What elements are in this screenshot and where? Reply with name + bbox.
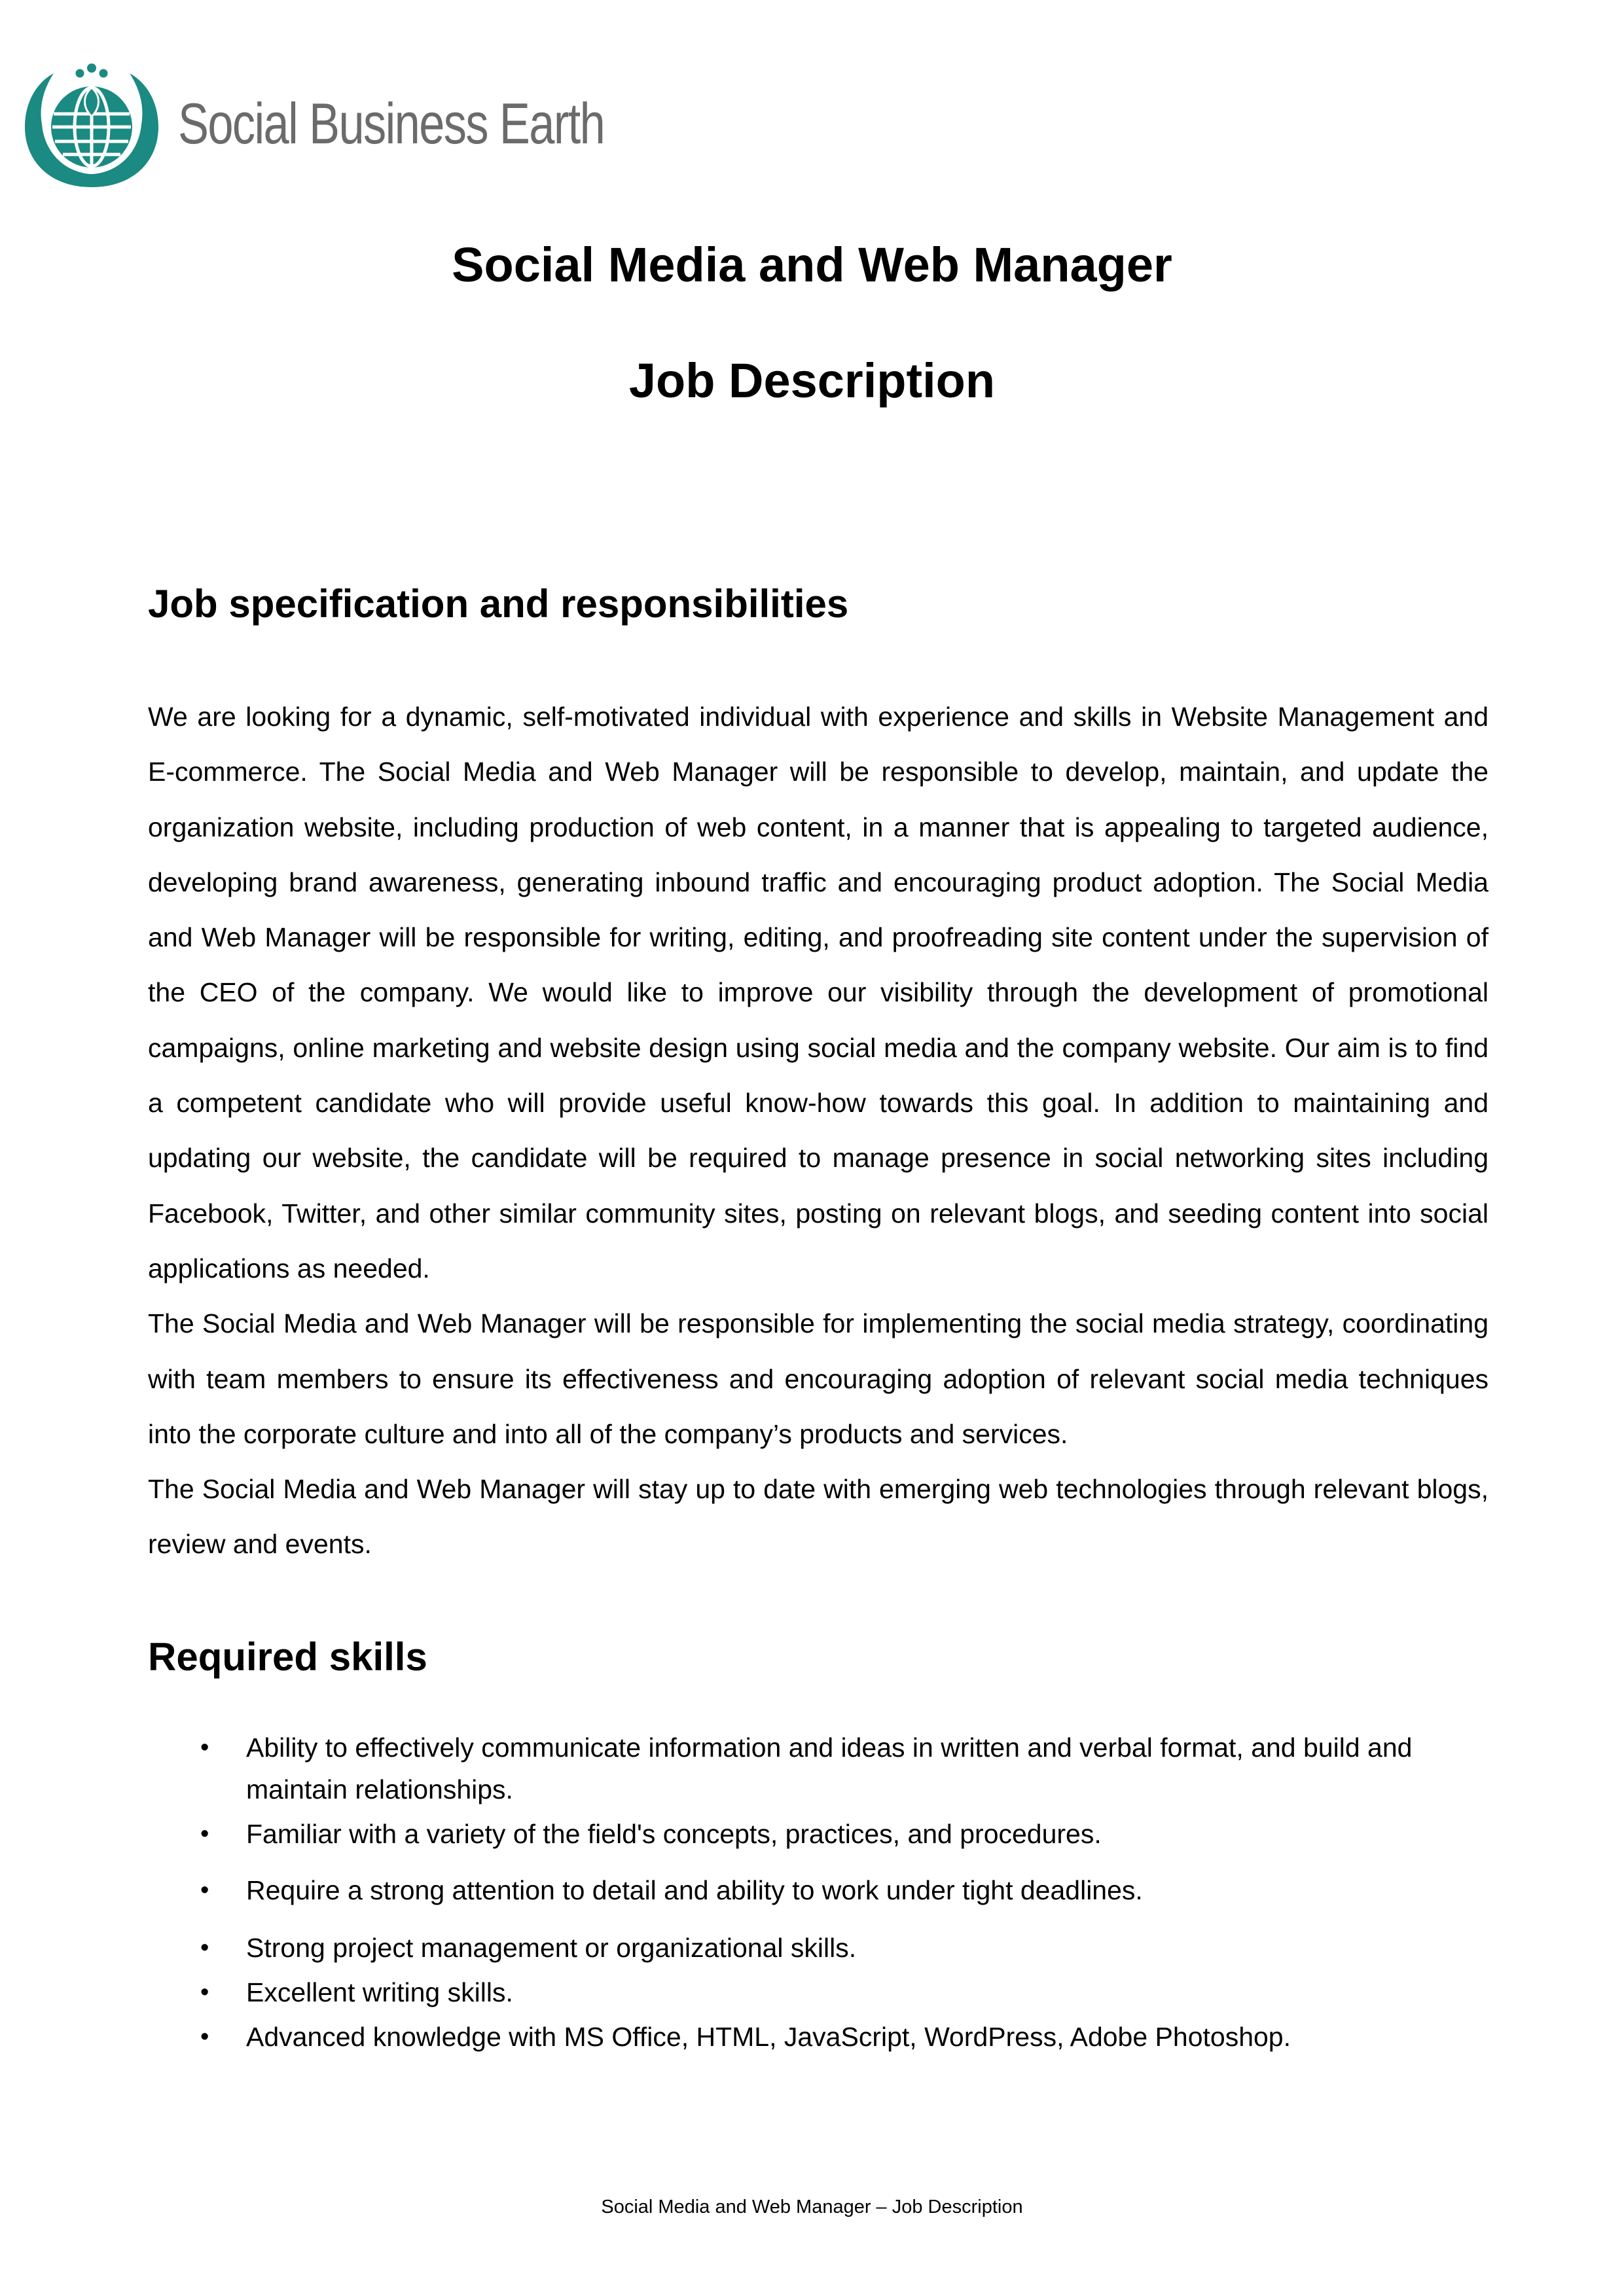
spec-body xyxy=(148,689,1489,1572)
paragraph: We are looking for a dynamic, self-motivated individual with experience and skills in Website Management and E-commerce. The Social Media and Web Manager will be responsible to develop, maintain, and update the organization website, including production of web content, in a manner that is appealing to targeted audience, developing brand awareness, generating inbound traffic and encouraging product adoption. The Social Media and Web Manager will be responsible for writing, editing, and proofreading site content under the supervision of the CEO of the company. We would like to improve our visibility through the development of promotional campaigns, online marketing and website design using social media and the company website. Our aim is to find a competent candidate who will provide useful know-how towards this goal. In addition to maintaining and updating our website, the candidate will be required to manage presence in social networking sites including Facebook, Twitter, and other similar community sites, posting on relevant blogs, and seeding content into social applications as needed. xyxy=(148,702,1489,1283)
section-heading-skills: Required skills xyxy=(148,1635,427,1679)
bullet-icon: • xyxy=(200,1979,209,2006)
bullet-icon: • xyxy=(200,1876,209,1904)
list-item xyxy=(148,2016,1490,2058)
bullet-icon: • xyxy=(200,1820,209,1848)
company-name: Social Business Earth xyxy=(178,91,605,156)
company-logo xyxy=(22,60,711,191)
globe-tulip-logo-icon xyxy=(22,62,161,190)
paragraph: The Social Media and Web Manager will stay up to date with emerging web technologies through relevant blogs, review and events. xyxy=(148,1474,1489,1560)
document-title: Social Media and Web Manager xyxy=(452,238,1172,292)
bullet-icon: • xyxy=(200,1934,209,1962)
list-item-text: Excellent writing skills. xyxy=(246,1977,513,2007)
list-item xyxy=(148,1727,1490,1810)
list-item xyxy=(148,1869,1490,1911)
bullet-icon: • xyxy=(200,2023,209,2051)
section-heading-spec: Job specification and responsibilities xyxy=(148,582,849,626)
page-footer: Social Media and Web Manager – Job Description xyxy=(601,2197,1023,2217)
list-item-text: Strong project management or organizational skills. xyxy=(246,1933,857,1963)
list-item xyxy=(148,1971,1490,2013)
list-item xyxy=(148,1927,1490,1969)
bullet-icon: • xyxy=(200,1734,209,1761)
list-item-text: Advanced knowledge with MS Office, HTML, JavaScript, WordPress, Adobe Photoshop. xyxy=(246,2022,1291,2052)
skills-list xyxy=(148,1727,1490,2058)
list-item xyxy=(148,1813,1490,1855)
list-item-text: Familiar with a variety of the field's concepts, practices, and procedures. xyxy=(246,1819,1102,1849)
paragraph: The Social Media and Web Manager will be responsible for implementing the social media strategy, coordinating with team members to ensure its effectiveness and encouraging adoption of relevant social media techniques into the corporate culture and into all of the company’s products and services. xyxy=(148,1308,1489,1449)
document-subtitle: Job Description xyxy=(628,353,996,408)
list-item-text: Require a strong attention to detail and ability to work under tight deadlines. xyxy=(246,1875,1143,1905)
list-item-text: Ability to effectively communicate information and ideas in written and verbal format, and build and maintain relationships. xyxy=(246,1732,1413,1804)
